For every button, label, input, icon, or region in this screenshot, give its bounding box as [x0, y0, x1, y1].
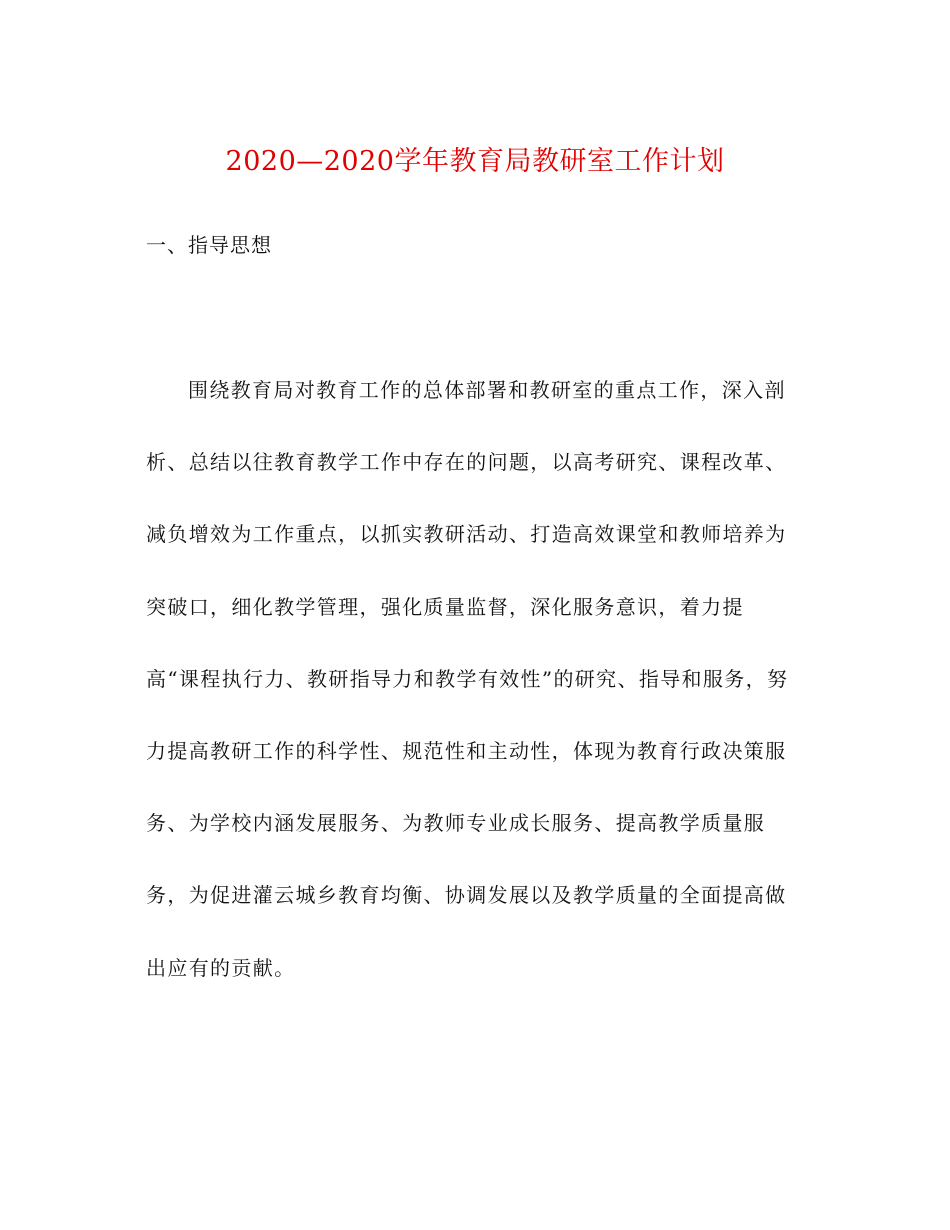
paragraph-line: 力提高教研工作的科学性、规范性和主动性，体现为教育行政决策服 — [146, 738, 787, 763]
section-heading: 一、指导思想 — [146, 233, 272, 257]
body-paragraph — [146, 372, 818, 1022]
document-title: 2020—2020学年教育局教研室工作计划 — [225, 146, 725, 177]
paragraph-line: 减负增效为工作重点，以抓实教研活动、打造高效课堂和教师培养为 — [146, 522, 787, 547]
paragraph-line: 突破口，细化教学管理，强化质量监督，深化服务意识，着力提 — [146, 594, 744, 619]
paragraph-line: 务，为促进灌云城乡教育均衡、协调发展以及教学质量的全面提高做 — [146, 883, 787, 908]
paragraph-line: 出应有的贡献。 — [146, 955, 296, 980]
paragraph-line: 析、总结以往教育教学工作中存在的问题，以高考研究、课程改革、 — [146, 450, 787, 475]
paragraph-line: 务、为学校内涵发展服务、为教师专业成长服务、提高教学质量服 — [146, 811, 766, 836]
paragraph-line: 围绕教育局对教育工作的总体部署和教研室的重点工作，深入剖 — [188, 378, 786, 402]
paragraph-line: 高“课程执行力、教研指导力和教学有效性”的研究、指导和服务，努 — [146, 666, 789, 691]
